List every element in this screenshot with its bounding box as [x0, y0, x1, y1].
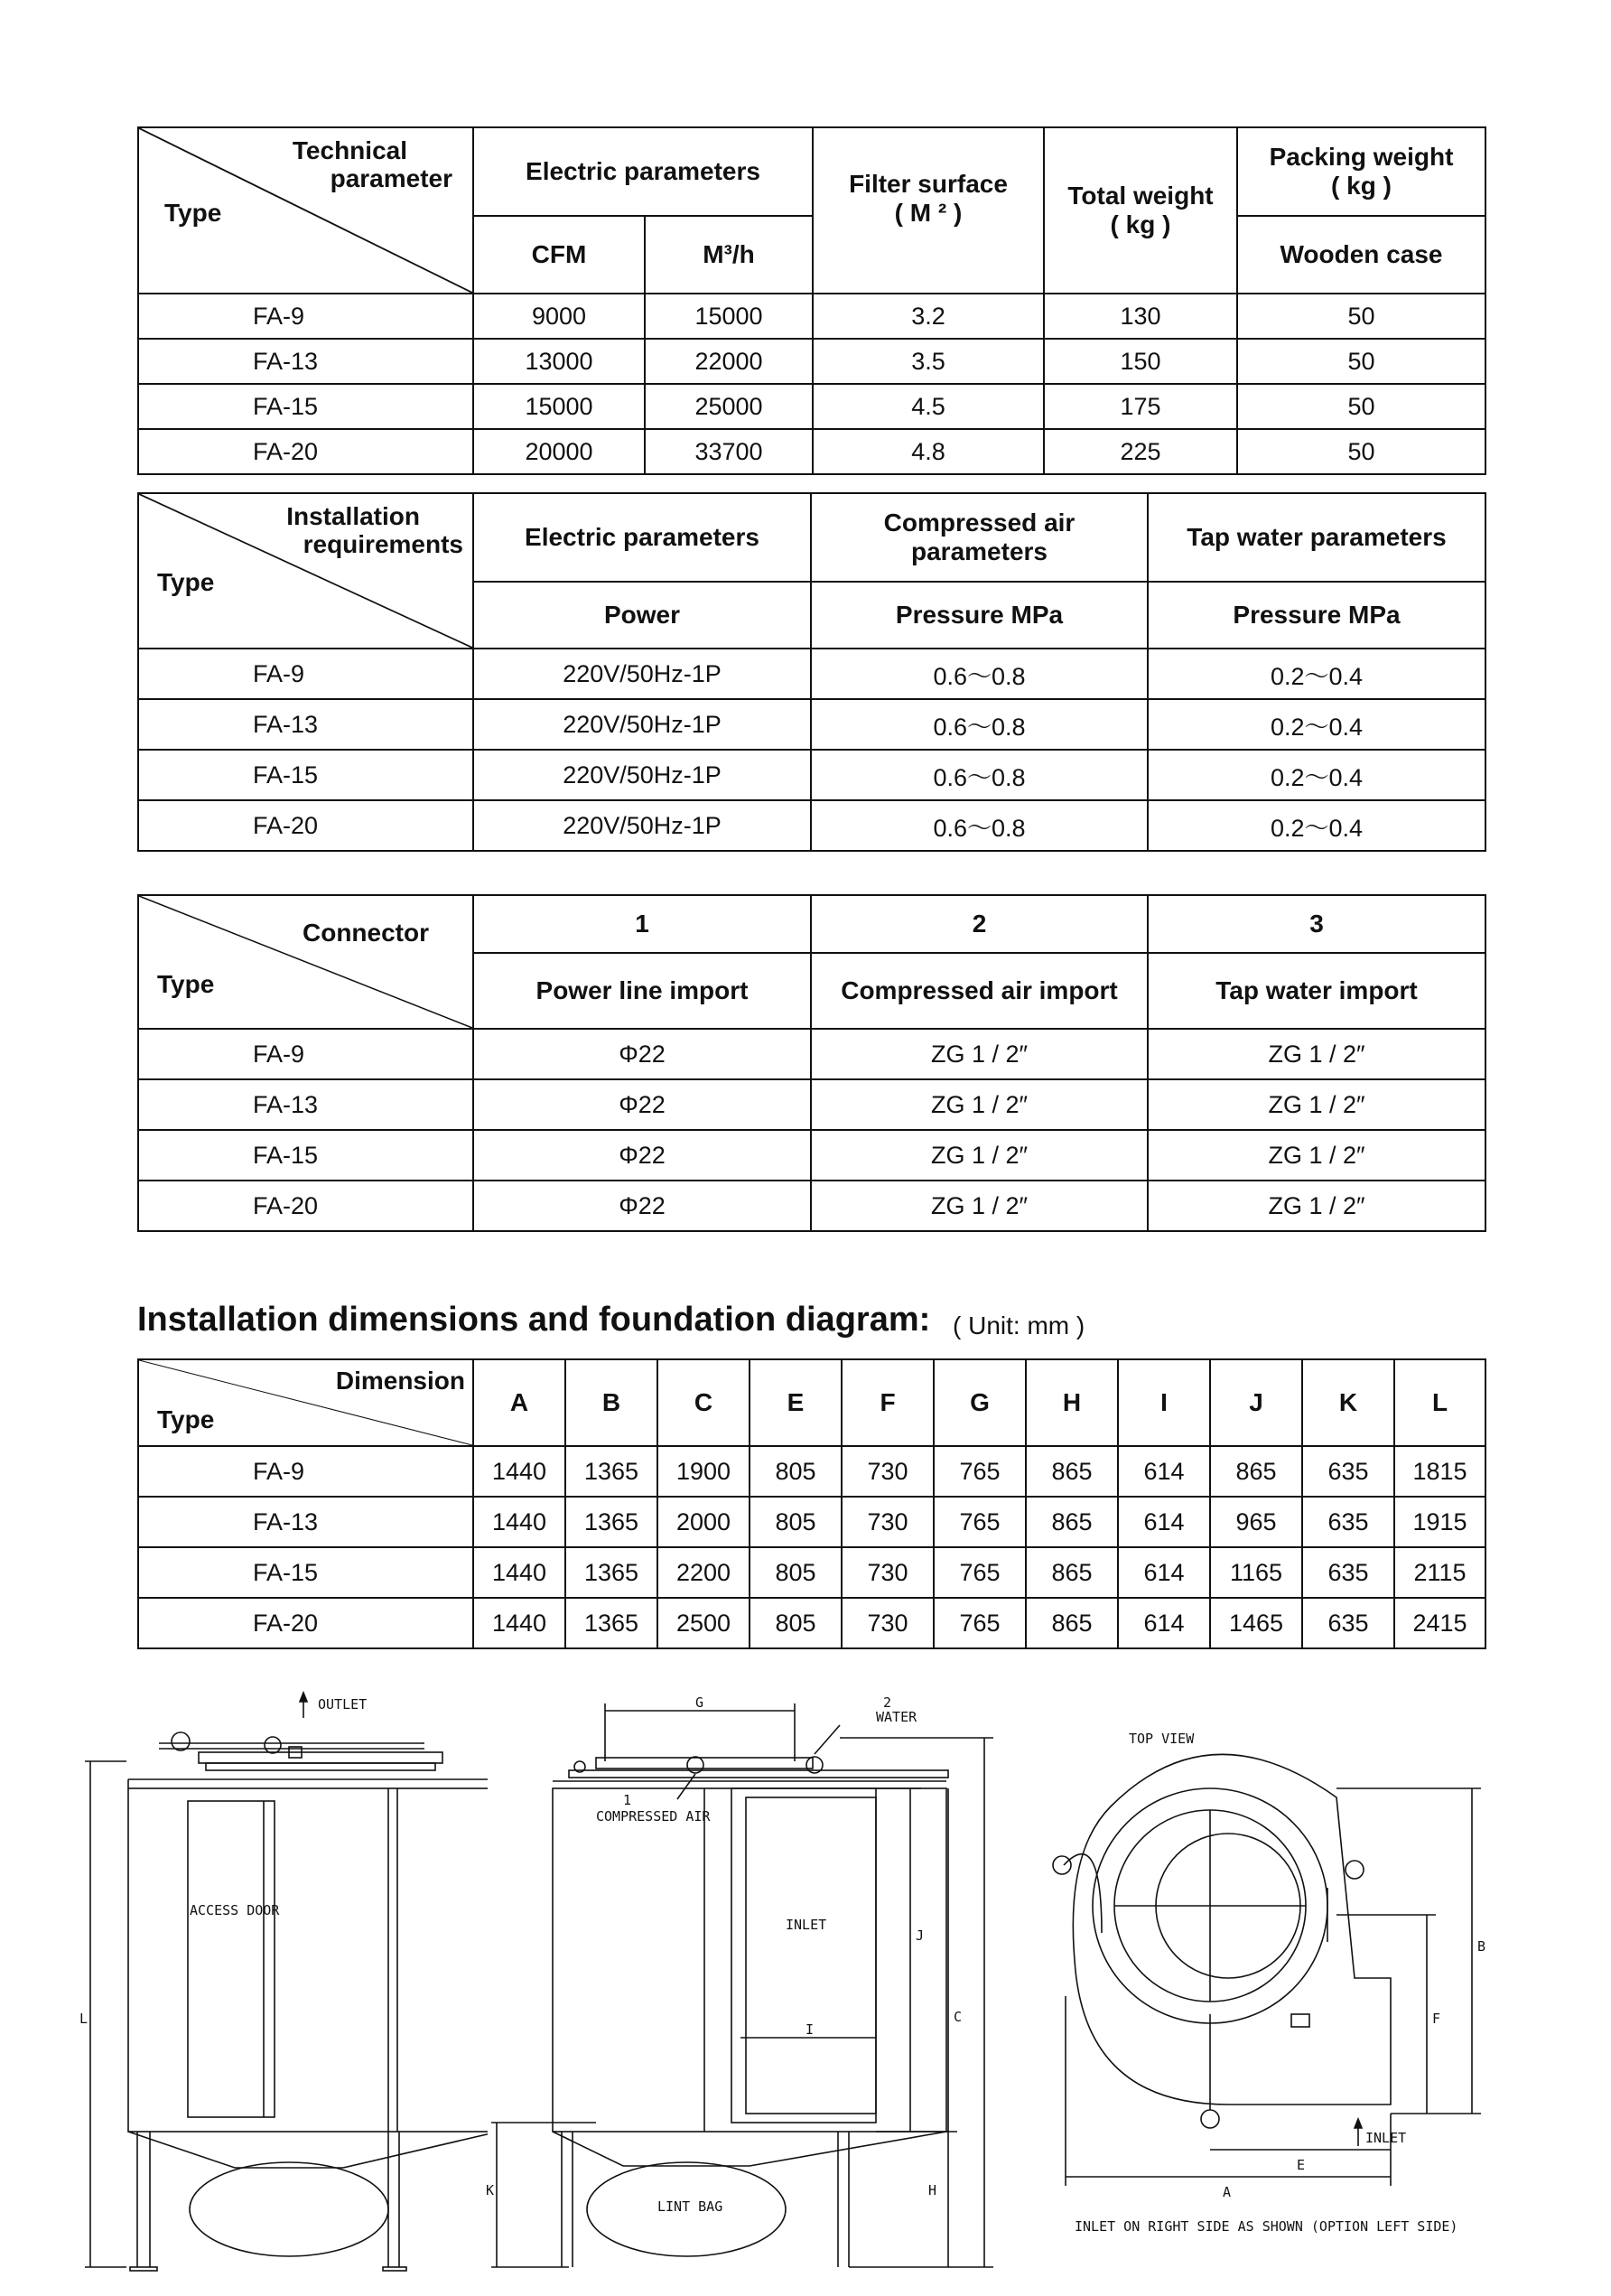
value-cell: 220V/50Hz-1P [473, 699, 811, 750]
value-cell: 220V/50Hz-1P [473, 750, 811, 800]
type-cell: FA-9 [138, 649, 473, 699]
header-electric-parameters: Electric parameters [473, 493, 811, 582]
dimension-cell: 614 [1118, 1497, 1210, 1547]
header-packing-weight [1237, 127, 1485, 216]
value-cell: Φ22 [473, 1130, 811, 1181]
header-dimension-j: J [1210, 1359, 1302, 1446]
type-cell: FA-13 [138, 1497, 473, 1547]
value-cell: 50 [1237, 384, 1485, 429]
type-cell: FA-20 [138, 800, 473, 851]
dim-c-label: C [954, 2009, 963, 2025]
corner-label-connector: Connector [303, 919, 429, 947]
access-door-label: ACCESS DOOR [190, 1902, 280, 1918]
dimension-cell: 730 [842, 1598, 934, 1648]
table-row [138, 649, 1485, 699]
type-cell: FA-20 [138, 1181, 473, 1231]
dimension-cell: 2500 [657, 1598, 750, 1648]
dimension-cell: 614 [1118, 1547, 1210, 1598]
header-dimension-c: C [657, 1359, 750, 1446]
type-cell: FA-13 [138, 339, 473, 384]
dim-f-label: F [1432, 2011, 1441, 2027]
outlet-label: OUTLET [318, 1696, 368, 1713]
header-m3h: M³/h [645, 216, 813, 294]
table-row [138, 750, 1485, 800]
value-cell: 50 [1237, 339, 1485, 384]
dimension-cell: 635 [1302, 1446, 1394, 1497]
value-cell: 0.2～0.4 [1148, 800, 1485, 851]
dimension-cell: 1815 [1394, 1446, 1485, 1497]
inlet-side-note: INLET ON RIGHT SIDE AS SHOWN (OPTION LEFT SIDE) [1075, 2218, 1458, 2235]
corner-label-installation: Installation [286, 502, 420, 530]
value-cell: 0.2～0.4 [1148, 649, 1485, 699]
type-cell: FA-13 [138, 699, 473, 750]
installation-requirements-table [137, 492, 1486, 852]
dimension-cell: 1365 [565, 1547, 657, 1598]
type-cell: FA-9 [138, 294, 473, 339]
value-cell: 22000 [645, 339, 813, 384]
header-tap-water: Tap water parameters [1148, 493, 1485, 582]
table-corner-header [138, 493, 473, 649]
dimension-cell: 614 [1118, 1598, 1210, 1648]
table-corner-header [138, 1359, 473, 1446]
header-electric-parameters: Electric parameters [473, 127, 813, 216]
corner-label-type: Type [157, 1405, 215, 1433]
table-row [138, 1079, 1485, 1130]
dimension-cell: 805 [750, 1497, 842, 1547]
table-row [138, 1181, 1485, 1231]
dimension-cell: 2415 [1394, 1598, 1485, 1648]
side-view-drawing [479, 1689, 1020, 2285]
table-row [138, 429, 1485, 474]
value-cell: Φ22 [473, 1181, 811, 1231]
section-title: Installation dimensions and foundation diagram: [137, 1301, 931, 1339]
corner-label-technical: Technical [292, 136, 407, 164]
value-cell: ZG 1 / 2″ [1148, 1029, 1485, 1079]
value-cell: 4.8 [813, 429, 1044, 474]
value-cell: 50 [1237, 294, 1485, 339]
header-dimension-l: L [1394, 1359, 1485, 1446]
value-cell: ZG 1 / 2″ [811, 1029, 1148, 1079]
connector-2-label: 2 [883, 1694, 892, 1711]
header-dimension-f: F [842, 1359, 934, 1446]
header-connector-2: 2 [811, 895, 1148, 953]
header-packing-unit: ( kg ) [1331, 172, 1392, 200]
dimension-cell: 730 [842, 1547, 934, 1598]
value-cell: 15000 [473, 384, 645, 429]
front-view-drawing [72, 1689, 488, 2285]
dimension-cell: 730 [842, 1497, 934, 1547]
value-cell: 9000 [473, 294, 645, 339]
value-cell: ZG 1 / 2″ [1148, 1130, 1485, 1181]
header-dimension-g: G [934, 1359, 1026, 1446]
dimension-cell: 1365 [565, 1446, 657, 1497]
dimension-cell: 765 [934, 1446, 1026, 1497]
top-view-title: TOP VIEW [1129, 1731, 1195, 1747]
dimension-cell: 1440 [473, 1497, 565, 1547]
header-filter-label: Filter surface [849, 170, 1008, 198]
dimension-cell: 1440 [473, 1446, 565, 1497]
dim-e-label: E [1297, 2157, 1306, 2173]
water-label: WATER [876, 1709, 917, 1725]
compressed-air-label: COMPRESSED AIR [596, 1808, 711, 1825]
header-dimension-h: H [1026, 1359, 1118, 1446]
header-filter-surface [813, 127, 1044, 294]
value-cell: 3.5 [813, 339, 1044, 384]
value-cell: 4.5 [813, 384, 1044, 429]
value-cell: 220V/50Hz-1P [473, 800, 811, 851]
value-cell: 13000 [473, 339, 645, 384]
header-dimension-a: A [473, 1359, 565, 1446]
table-row [138, 1547, 1485, 1598]
header-power-line-import: Power line import [473, 953, 811, 1029]
technical-parameter-table [137, 126, 1486, 475]
header-dimension-i: I [1118, 1359, 1210, 1446]
value-cell: 0.6～0.8 [811, 750, 1148, 800]
dim-a-label: A [1223, 2184, 1232, 2200]
header-filter-unit: ( M ² ) [894, 199, 963, 227]
table-row [138, 339, 1485, 384]
value-cell: ZG 1 / 2″ [811, 1130, 1148, 1181]
dimension-cell: 805 [750, 1598, 842, 1648]
dimension-cell: 2200 [657, 1547, 750, 1598]
top-inlet-label: INLET [1365, 2130, 1407, 2146]
type-cell: FA-15 [138, 750, 473, 800]
dimension-cell: 1365 [565, 1598, 657, 1648]
dimension-cell: 1365 [565, 1497, 657, 1547]
dim-b-label: B [1477, 1938, 1486, 1955]
header-dimension-k: K [1302, 1359, 1394, 1446]
type-cell: FA-15 [138, 1130, 473, 1181]
value-cell: 0.2～0.4 [1148, 699, 1485, 750]
table-row [138, 294, 1485, 339]
header-power: Power [473, 582, 811, 649]
table-row [138, 699, 1485, 750]
type-cell: FA-15 [138, 1547, 473, 1598]
dim-g-label: G [695, 1694, 704, 1711]
value-cell: 130 [1044, 294, 1237, 339]
dimension-cell: 805 [750, 1446, 842, 1497]
section-unit: ( Unit: mm ) [953, 1311, 1085, 1339]
dimension-cell: 865 [1026, 1497, 1118, 1547]
type-cell: FA-20 [138, 429, 473, 474]
value-cell: 3.2 [813, 294, 1044, 339]
value-cell: 0.2～0.4 [1148, 750, 1485, 800]
dimension-cell: 805 [750, 1547, 842, 1598]
table-row [138, 1598, 1485, 1648]
dim-k-label: K [486, 2182, 495, 2198]
header-packing-label: Packing weight [1269, 143, 1454, 171]
dimension-cell: 1915 [1394, 1497, 1485, 1547]
table-row [138, 1497, 1485, 1547]
value-cell: ZG 1 / 2″ [811, 1181, 1148, 1231]
value-cell: 25000 [645, 384, 813, 429]
header-air-pressure: Pressure MPa [811, 582, 1148, 649]
type-cell: FA-20 [138, 1598, 473, 1648]
dimension-cell: 765 [934, 1497, 1026, 1547]
corner-label-type: Type [157, 568, 215, 596]
type-cell: FA-9 [138, 1446, 473, 1497]
dimension-cell: 1900 [657, 1446, 750, 1497]
value-cell: 150 [1044, 339, 1237, 384]
value-cell: 50 [1237, 429, 1485, 474]
table-row [138, 800, 1485, 851]
value-cell: Φ22 [473, 1029, 811, 1079]
header-compressed-air-import: Compressed air import [811, 953, 1148, 1029]
type-cell: FA-15 [138, 384, 473, 429]
table-row [138, 1029, 1485, 1079]
dim-j-label: J [916, 1927, 925, 1944]
dimension-cell: 1440 [473, 1547, 565, 1598]
connector-1-label: 1 [623, 1792, 632, 1808]
inlet-label: INLET [786, 1917, 827, 1933]
value-cell: 220V/50Hz-1P [473, 649, 811, 699]
dimension-table [137, 1358, 1486, 1649]
value-cell: Φ22 [473, 1079, 811, 1130]
header-connector-1: 1 [473, 895, 811, 953]
dimension-cell: 614 [1118, 1446, 1210, 1497]
dimension-cell: 635 [1302, 1547, 1394, 1598]
header-compressed-air [811, 493, 1148, 582]
corner-label-type: Type [157, 970, 215, 998]
value-cell: 20000 [473, 429, 645, 474]
value-cell: 33700 [645, 429, 813, 474]
dimension-cell: 965 [1210, 1497, 1302, 1547]
value-cell: 0.6～0.8 [811, 699, 1148, 750]
value-cell: 225 [1044, 429, 1237, 474]
dimension-cell: 2000 [657, 1497, 750, 1547]
dimension-cell: 865 [1210, 1446, 1302, 1497]
value-cell: ZG 1 / 2″ [811, 1079, 1148, 1130]
dimension-cell: 1165 [1210, 1547, 1302, 1598]
header-total-weight [1044, 127, 1237, 294]
dim-i-label: I [806, 2021, 815, 2038]
corner-label-parameter: parameter [330, 163, 452, 192]
corner-label-type: Type [164, 199, 222, 227]
value-cell: 0.6～0.8 [811, 649, 1148, 699]
dimension-cell: 865 [1026, 1446, 1118, 1497]
dimension-cell: 1440 [473, 1598, 565, 1648]
dimension-cell: 865 [1026, 1598, 1118, 1648]
header-wooden-case: Wooden case [1237, 216, 1485, 294]
corner-label-requirements: requirements [303, 529, 463, 558]
connector-table [137, 894, 1486, 1232]
lint-bag-label: LINT BAG [657, 2198, 723, 2215]
header-total-unit: ( kg ) [1110, 210, 1171, 238]
header-water-pressure: Pressure MPa [1148, 582, 1485, 649]
table-corner-header [138, 895, 473, 1029]
dimension-cell: 765 [934, 1547, 1026, 1598]
dimension-cell: 635 [1302, 1497, 1394, 1547]
table-row [138, 384, 1485, 429]
value-cell: 15000 [645, 294, 813, 339]
dimension-cell: 765 [934, 1598, 1026, 1648]
dimension-cell: 730 [842, 1446, 934, 1497]
value-cell: 175 [1044, 384, 1237, 429]
header-total-label: Total weight [1067, 182, 1214, 210]
value-cell: ZG 1 / 2″ [1148, 1181, 1485, 1231]
type-cell: FA-13 [138, 1079, 473, 1130]
corner-label-dimension: Dimension [335, 1367, 465, 1395]
dimension-cell: 2115 [1394, 1547, 1485, 1598]
table-corner-header [138, 127, 473, 294]
type-cell: FA-9 [138, 1029, 473, 1079]
table-row [138, 1446, 1485, 1497]
header-dimension-b: B [565, 1359, 657, 1446]
dimension-cell: 635 [1302, 1598, 1394, 1648]
dim-l-label: L [79, 2011, 88, 2027]
dimension-cell: 1465 [1210, 1598, 1302, 1648]
header-connector-3: 3 [1148, 895, 1485, 953]
header-dimension-e: E [750, 1359, 842, 1446]
table-row [138, 1130, 1485, 1181]
header-cfm: CFM [473, 216, 645, 294]
dim-h-label: H [928, 2182, 937, 2198]
value-cell: ZG 1 / 2″ [1148, 1079, 1485, 1130]
dimension-cell: 865 [1026, 1547, 1118, 1598]
value-cell: 0.6～0.8 [811, 800, 1148, 851]
header-tap-water-import: Tap water import [1148, 953, 1485, 1029]
header-air-label: Compressed air parameters [883, 509, 1076, 565]
top-view-drawing [1029, 1725, 1499, 2276]
